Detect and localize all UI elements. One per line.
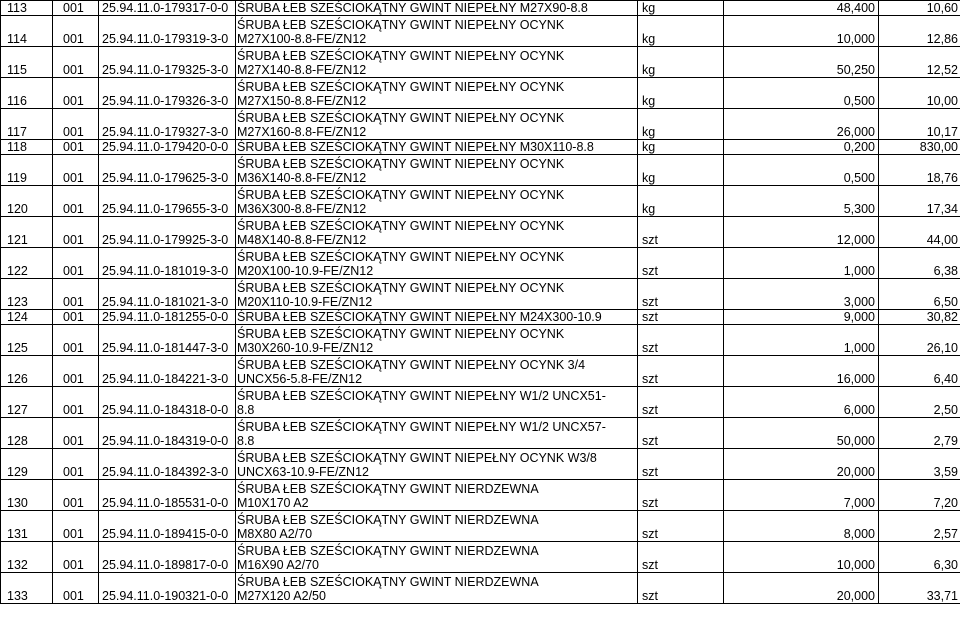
item-index: 25.94.11.0-181021-3-0 [99, 279, 236, 310]
table-row [1, 279, 960, 310]
row-number: 133 [1, 573, 53, 604]
item-index: 25.94.11.0-179317-0-0 [99, 1, 236, 16]
row-number: 115 [1, 47, 53, 78]
item-name-line2: M27X150-8.8-FE/ZN12 [237, 94, 367, 108]
quantity: 9,000 [724, 310, 879, 325]
item-name-line1: ŚRUBA ŁEB SZEŚCIOKĄTNY GWINT NIEPEŁNY W1/2 UNCX51- [237, 389, 606, 403]
price: 12,52 [879, 47, 960, 78]
table-row [1, 480, 960, 511]
quantity: 0,500 [724, 78, 879, 109]
item-name [236, 511, 638, 542]
row-number: 122 [1, 248, 53, 279]
item-index: 25.94.11.0-179655-3-0 [99, 186, 236, 217]
item-name [236, 310, 638, 325]
unit: szt [638, 310, 724, 325]
unit: szt [638, 356, 724, 387]
unit: szt [638, 418, 724, 449]
item-name [236, 418, 638, 449]
item-index: 25.94.11.0-184392-3-0 [99, 449, 236, 480]
row-number: 125 [1, 325, 53, 356]
unit: szt [638, 542, 724, 573]
price: 6,40 [879, 356, 960, 387]
warehouse-code: 001 [53, 542, 99, 573]
warehouse-code: 001 [53, 573, 99, 604]
price: 2,79 [879, 418, 960, 449]
price: 30,82 [879, 310, 960, 325]
table-row [1, 511, 960, 542]
item-name [236, 78, 638, 109]
item-name [236, 140, 638, 155]
row-number: 116 [1, 78, 53, 109]
item-name-line1: ŚRUBA ŁEB SZEŚCIOKĄTNY GWINT NIERDZEWNA [237, 482, 539, 496]
warehouse-code: 001 [53, 109, 99, 140]
quantity: 0,200 [724, 140, 879, 155]
warehouse-code: 001 [53, 418, 99, 449]
table-row [1, 248, 960, 279]
row-number: 117 [1, 109, 53, 140]
quantity: 6,000 [724, 387, 879, 418]
unit: kg [638, 155, 724, 186]
unit: kg [638, 16, 724, 47]
item-name-line2: UNCX63-10.9-FE/ZN12 [237, 465, 369, 479]
quantity: 3,000 [724, 279, 879, 310]
warehouse-code: 001 [53, 387, 99, 418]
quantity: 50,250 [724, 47, 879, 78]
item-name-line1: ŚRUBA ŁEB SZEŚCIOKĄTNY GWINT NIEPEŁNY OCYNK [237, 157, 565, 171]
price: 3,59 [879, 449, 960, 480]
quantity: 26,000 [724, 109, 879, 140]
item-name-line2: M16X90 A2/70 [237, 558, 320, 572]
item-name [236, 155, 638, 186]
item-name [236, 542, 638, 573]
warehouse-code: 001 [53, 186, 99, 217]
quantity: 1,000 [724, 325, 879, 356]
unit: kg [638, 140, 724, 155]
table-row [1, 387, 960, 418]
table-row [1, 356, 960, 387]
price: 6,50 [879, 279, 960, 310]
item-name [236, 279, 638, 310]
unit: szt [638, 279, 724, 310]
item-name [236, 480, 638, 511]
item-name-line1: ŚRUBA ŁEB SZEŚCIOKĄTNY GWINT NIEPEŁNY M24X300-10.9 [237, 310, 602, 324]
item-name-line1: ŚRUBA ŁEB SZEŚCIOKĄTNY GWINT NIEPEŁNY OCYNK [237, 80, 565, 94]
item-index: 25.94.11.0-184318-0-0 [99, 387, 236, 418]
item-name-line1: ŚRUBA ŁEB SZEŚCIOKĄTNY GWINT NIEPEŁNY W1/2 UNCX57- [237, 420, 606, 434]
unit: szt [638, 449, 724, 480]
warehouse-code: 001 [53, 78, 99, 109]
item-name-line2: M36X300-8.8-FE/ZN12 [237, 202, 367, 216]
item-name [236, 356, 638, 387]
item-name [236, 217, 638, 248]
unit: szt [638, 325, 724, 356]
item-name-line2: M27X120 A2/50 [237, 589, 326, 603]
table-row [1, 542, 960, 573]
item-name-line2: M27X100-8.8-FE/ZN12 [237, 32, 367, 46]
price: 6,30 [879, 542, 960, 573]
row-number: 129 [1, 449, 53, 480]
quantity: 5,300 [724, 186, 879, 217]
item-index: 25.94.11.0-179319-3-0 [99, 16, 236, 47]
item-index: 25.94.11.0-179420-0-0 [99, 140, 236, 155]
item-name [236, 449, 638, 480]
row-number: 130 [1, 480, 53, 511]
item-name-line2: M30X260-10.9-FE/ZN12 [237, 341, 374, 355]
unit: szt [638, 480, 724, 511]
unit: szt [638, 387, 724, 418]
price: 10,60 [879, 1, 960, 16]
item-name-line1: ŚRUBA ŁEB SZEŚCIOKĄTNY GWINT NIEPEŁNY OCYNK [237, 188, 565, 202]
item-index: 25.94.11.0-179327-3-0 [99, 109, 236, 140]
item-index: 25.94.11.0-184319-0-0 [99, 418, 236, 449]
unit: szt [638, 248, 724, 279]
item-index: 25.94.11.0-185531-0-0 [99, 480, 236, 511]
warehouse-code: 001 [53, 47, 99, 78]
item-name-line1: ŚRUBA ŁEB SZEŚCIOKĄTNY GWINT NIERDZEWNA [237, 575, 539, 589]
item-name [236, 186, 638, 217]
price: 6,38 [879, 248, 960, 279]
warehouse-code: 001 [53, 356, 99, 387]
item-index: 25.94.11.0-190321-0-0 [99, 573, 236, 604]
item-name-line2: UNCX56-5.8-FE/ZN12 [237, 372, 363, 386]
table-row [1, 16, 960, 47]
item-name-line2: M10X170 A2 [237, 496, 309, 510]
item-index: 25.94.11.0-189415-0-0 [99, 511, 236, 542]
row-number: 126 [1, 356, 53, 387]
row-number: 131 [1, 511, 53, 542]
unit: szt [638, 217, 724, 248]
row-number: 113 [1, 1, 53, 16]
item-name [236, 1, 638, 16]
table-body [1, 1, 960, 604]
item-name-line1: ŚRUBA ŁEB SZEŚCIOKĄTNY GWINT NIEPEŁNY OCYNK [237, 250, 565, 264]
price: 2,57 [879, 511, 960, 542]
row-number: 128 [1, 418, 53, 449]
warehouse-code: 001 [53, 310, 99, 325]
item-name-line1: ŚRUBA ŁEB SZEŚCIOKĄTNY GWINT NIERDZEWNA [237, 544, 539, 558]
table-row [1, 573, 960, 604]
item-name-line1: ŚRUBA ŁEB SZEŚCIOKĄTNY GWINT NIEPEŁNY OCYNK [237, 219, 565, 233]
warehouse-code: 001 [53, 511, 99, 542]
item-name-line2: M36X140-8.8-FE/ZN12 [237, 171, 367, 185]
unit: szt [638, 573, 724, 604]
item-index: 25.94.11.0-181447-3-0 [99, 325, 236, 356]
unit: kg [638, 109, 724, 140]
row-number: 121 [1, 217, 53, 248]
item-index: 25.94.11.0-181255-0-0 [99, 310, 236, 325]
warehouse-code: 001 [53, 16, 99, 47]
warehouse-code: 001 [53, 155, 99, 186]
item-index: 25.94.11.0-179326-3-0 [99, 78, 236, 109]
item-index: 25.94.11.0-181019-3-0 [99, 248, 236, 279]
unit: kg [638, 186, 724, 217]
item-index: 25.94.11.0-179325-3-0 [99, 47, 236, 78]
item-name-line1: ŚRUBA ŁEB SZEŚCIOKĄTNY GWINT NIEPEŁNY M30X110-8.8 [237, 140, 594, 154]
row-number: 114 [1, 16, 53, 47]
item-name-line1: ŚRUBA ŁEB SZEŚCIOKĄTNY GWINT NIEPEŁNY OCYNK [237, 111, 565, 125]
item-name-line1: ŚRUBA ŁEB SZEŚCIOKĄTNY GWINT NIEPEŁNY OCYNK [237, 18, 565, 32]
item-name [236, 109, 638, 140]
item-name-line2: M27X140-8.8-FE/ZN12 [237, 63, 367, 77]
price: 44,00 [879, 217, 960, 248]
unit: kg [638, 78, 724, 109]
quantity: 10,000 [724, 16, 879, 47]
item-name-line2: 8.8 [237, 434, 255, 448]
quantity: 0,500 [724, 155, 879, 186]
item-name-line2: M20X110-10.9-FE/ZN12 [237, 295, 373, 309]
item-name-line1: ŚRUBA ŁEB SZEŚCIOKĄTNY GWINT NIEPEŁNY OCYNK [237, 49, 565, 63]
warehouse-code: 001 [53, 279, 99, 310]
warehouse-code: 001 [53, 140, 99, 155]
item-name-line1: ŚRUBA ŁEB SZEŚCIOKĄTNY GWINT NIEPEŁNY OCYNK [237, 327, 565, 341]
item-name [236, 16, 638, 47]
item-name [236, 573, 638, 604]
price: 830,00 [879, 140, 960, 155]
price: 7,20 [879, 480, 960, 511]
table-row [1, 217, 960, 248]
quantity: 16,000 [724, 356, 879, 387]
price: 12,86 [879, 16, 960, 47]
warehouse-code: 001 [53, 217, 99, 248]
quantity: 50,000 [724, 418, 879, 449]
table-row [1, 186, 960, 217]
quantity: 8,000 [724, 511, 879, 542]
price: 10,00 [879, 78, 960, 109]
item-name-line1: ŚRUBA ŁEB SZEŚCIOKĄTNY GWINT NIEPEŁNY OCYNK [237, 281, 565, 295]
quantity: 12,000 [724, 217, 879, 248]
unit: szt [638, 511, 724, 542]
row-number: 127 [1, 387, 53, 418]
table-row [1, 449, 960, 480]
table-row [1, 325, 960, 356]
table-row [1, 78, 960, 109]
price: 10,17 [879, 109, 960, 140]
item-index: 25.94.11.0-184221-3-0 [99, 356, 236, 387]
item-name-line2: M20X100-10.9-FE/ZN12 [237, 264, 374, 278]
table-row [1, 418, 960, 449]
warehouse-code: 001 [53, 325, 99, 356]
table-row [1, 155, 960, 186]
row-number: 120 [1, 186, 53, 217]
unit: kg [638, 1, 724, 16]
row-number: 132 [1, 542, 53, 573]
item-name-line1: ŚRUBA ŁEB SZEŚCIOKĄTNY GWINT NIEPEŁNY OCYNK 3/4 [237, 358, 586, 372]
quantity: 20,000 [724, 449, 879, 480]
unit: kg [638, 47, 724, 78]
price: 18,76 [879, 155, 960, 186]
table-row [1, 47, 960, 78]
quantity: 1,000 [724, 248, 879, 279]
row-number: 118 [1, 140, 53, 155]
warehouse-code: 001 [53, 449, 99, 480]
item-index: 25.94.11.0-189817-0-0 [99, 542, 236, 573]
item-name-line2: M48X140-8.8-FE/ZN12 [237, 233, 367, 247]
row-number: 123 [1, 279, 53, 310]
item-name-line1: ŚRUBA ŁEB SZEŚCIOKĄTNY GWINT NIEPEŁNY OCYNK W3/8 [237, 451, 597, 465]
item-name [236, 387, 638, 418]
table-row [1, 140, 960, 155]
quantity: 7,000 [724, 480, 879, 511]
item-index: 25.94.11.0-179625-3-0 [99, 155, 236, 186]
quantity: 10,000 [724, 542, 879, 573]
row-number: 124 [1, 310, 53, 325]
table-row [1, 310, 960, 325]
item-name [236, 248, 638, 279]
warehouse-code: 001 [53, 1, 99, 16]
warehouse-code: 001 [53, 480, 99, 511]
item-name [236, 325, 638, 356]
item-index: 25.94.11.0-179925-3-0 [99, 217, 236, 248]
item-name-line1: ŚRUBA ŁEB SZEŚCIOKĄTNY GWINT NIERDZEWNA [237, 513, 539, 527]
warehouse-code: 001 [53, 248, 99, 279]
item-name-line2: M27X160-8.8-FE/ZN12 [237, 125, 367, 139]
item-name-line2: 8.8 [237, 403, 255, 417]
quantity: 20,000 [724, 573, 879, 604]
quantity: 48,400 [724, 1, 879, 16]
row-number: 119 [1, 155, 53, 186]
price: 2,50 [879, 387, 960, 418]
item-name-line2: M8X80 A2/70 [237, 527, 313, 541]
table-row [1, 1, 960, 16]
item-name-line1: ŚRUBA ŁEB SZEŚCIOKĄTNY GWINT NIEPEŁNY M27X90-8.8 [237, 1, 588, 15]
price: 33,71 [879, 573, 960, 604]
item-name [236, 47, 638, 78]
price: 17,34 [879, 186, 960, 217]
price: 26,10 [879, 325, 960, 356]
table-row [1, 109, 960, 140]
